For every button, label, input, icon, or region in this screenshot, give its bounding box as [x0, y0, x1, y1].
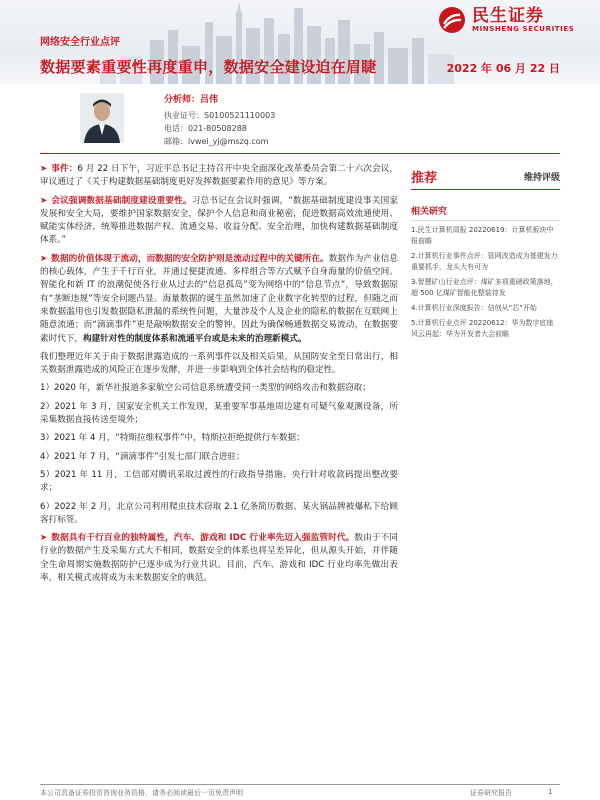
paragraph-summary: 我们整理近年关于由于数据泄露造成的一系列事件以及相关后果，从国防安全至日常出行，相关数据泄露造成的风险正在逐步发酵，并进一步影响到全体社会结构的稳定性。: [40, 351, 398, 376]
event-item: 2）2021 年 3 月，国家安全机关工作发现，某重要军事基地周边建有可疑气象观测设备，所采集数据直接传送至境外；: [40, 401, 398, 426]
event-item: 3）2021 年 4 月，“特斯拉维权事件”中，特斯拉拒绝提供行车数据；: [40, 433, 305, 444]
logo-text-cn: 民生证券: [472, 5, 544, 26]
analyst-name: 分析师：吕伟: [164, 95, 219, 105]
footer-divider: [40, 784, 560, 785]
logo-mark-icon: [438, 6, 466, 34]
related-research-item[interactable]: 3.智慧矿山行业点评：煤矿多项重磅政策落地，超 500 亿煤矿智能化整装待发: [411, 278, 558, 297]
paragraph-event: ➤ 事件：6 月 22 日下午，习近平总书记主持召开中央全面深化改革委员会第二十六次会议，审议通过了《关于构建数据基础制度更好发挥数据要素作用的意见》等方案。: [40, 164, 398, 188]
arrow-bullet-icon: ➤: [40, 253, 48, 264]
analyst-email[interactable]: 邮箱：lvwei_yj@mszq.com: [164, 137, 269, 146]
event-item: 6）2022 年 2 月，北京公司利用爬虫技术窃取 2.1 亿条简历数据、某火锅品牌被爆私下给顾客打标签。: [40, 501, 398, 525]
analyst-photo: [80, 93, 124, 143]
report-date: 2022 年 06 月 22 日: [446, 62, 560, 75]
sidebar: [411, 163, 560, 340]
analyst-info: [164, 94, 275, 148]
analyst-phone: 电话：021-80508288: [164, 124, 247, 133]
footer-report-type: 证券研究报告: [470, 789, 512, 797]
arrow-bullet-icon: ➤: [40, 164, 48, 174]
rating-value: 维持评级: [523, 172, 560, 183]
person-icon: [80, 93, 124, 143]
footer-disclaimer: 本公司具备证券投资咨询业务资格，请务必阅读最后一页免责声明: [40, 789, 243, 797]
paragraph-data-value: ➤ 数据的价值体现于流动，而数据的安全防护则是流动过程中的关键所在。数据作为产业信息的核心载体，产生于千行百业，并通过便捷流通、多样组合等方式赋予自身海量的价值空间。智能化和新 IT 的浪潮促使各行业从过去的“信息孤岛”变为网络中的“信息节点”，导致数据原有“垄断违规”等安全问题凸显。海量数据的诞生虽然加速了企业数字化转型的过程，但随之而来数据滥用也引发数据隐私泄漏的系统性问题，大量涉及个人及企业的隐私的数据在互联网上随意流通；而“滴滴事件”更是敲响数据安全的警钟。因此为确保畅通数据交易流动，在数据要素时代下，构建针对性的制度体系和流通平台或是未来的治理新模式。: [40, 253, 398, 344]
report-body: [40, 163, 398, 590]
header-banner: [0, 0, 600, 84]
related-research-item[interactable]: 1.民生计算机周报 20220619：计算机板块中报前瞻: [411, 226, 554, 245]
analyst-cert: 执业证号：S0100521110003: [164, 111, 276, 120]
event-item: 4）2021 年 7 月，“滴滴事件”引发七部门联合进驻；: [40, 451, 245, 462]
event-item: 5）2021 年 11 月，工信部对腾讯采取过渡性的行政指导措施、央行针对收款码提出整改要求；: [40, 469, 398, 494]
paragraph-meeting: ➤ 会议强调数据基础制度建设重要性。习总书记在会议时强调，“数据基础制度建设事关国家发展和安全大局，要维护国家数据安全，保护个人信息和商业秘密，促进数据高效流通使用、赋能实体经济，统筹推进数据产权、流通交易、收益分配、安全治理，加快构建数据基础制度体系。”: [40, 195, 398, 246]
rating-label: 推荐: [411, 170, 438, 186]
paragraph-industry: ➤ 数据具有千行百业的独特属性，汽车、游戏和 IDC 行业率先迈入强监管时代。数由于不同行业的数据产生及采集方式大不相同，数据安全的体系也将呈差异化，但从源头开始，并伴随全生命周期实施数据防护已逐步成为行业共识。目前，汽车、游戏和 IDC 行业均率先做出表率，相关模式或将成为未来数据安全的典范。: [40, 533, 398, 584]
header-divider: [40, 153, 560, 154]
arrow-bullet-icon: ➤: [40, 533, 48, 544]
rating-bar: [411, 163, 560, 190]
report-category: 网络安全行业点评: [40, 37, 120, 48]
related-research-item[interactable]: 4.计算机行业深度报告：信创从“芯”开始: [411, 304, 537, 312]
logo-text-en: MINSHENG SECURITIES: [472, 24, 575, 33]
page-number: 1: [548, 788, 553, 796]
report-title: 数据要素重要性再度重申，数据安全建设迫在眉睫: [40, 58, 377, 76]
related-research-title: 相关研究: [411, 204, 560, 221]
event-item: 1）2020 年，新华社报道多家航空公司信息系统遭受同一类型的网络攻击和数据窃取；: [40, 383, 371, 394]
related-research-item[interactable]: 5.计算机行业点评 20220612：华为数字底座风云再起：华为开发者大会前瞻: [411, 319, 554, 338]
related-research-item[interactable]: 2.计算机行业事件点评：管网改造成为基建发力重要抓手，龙头大有可为: [411, 252, 558, 271]
arrow-bullet-icon: ➤: [40, 195, 48, 206]
minsheng-logo: [438, 4, 588, 36]
